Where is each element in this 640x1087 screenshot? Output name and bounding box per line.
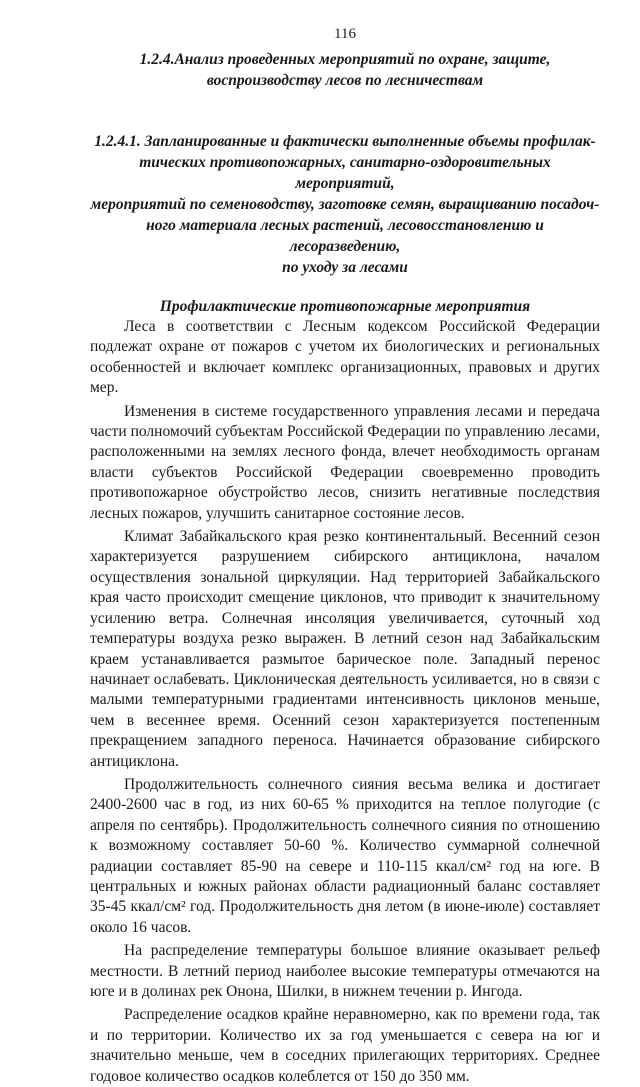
subsection-heading	[90, 131, 600, 278]
subsection-heading-line: ного материала лесных растений, лесовосстановлению и лесоразведению,	[146, 217, 544, 255]
body-paragraph: Изменения в системе государственного управления лесами и передача части полномочий субъектам Российской Федерации по управлению лесами, расположенными на землях лесного фонда, влечет необходимость органам власти субъектов Российской Федерации своевременно проводить противопожарное обустройство лесов, снизить негативные последствия лесных пожаров, улучшить санитарное состояние лесов.	[90, 402, 600, 522]
body-paragraph: Климат Забайкальского края резко континентальный. Весенний сезон характеризуется разрушением сибирского антициклона, началом осуществления зональной циркуляции. Над территорией Забайкальского края часто происходит смещение циклонов, что приводит к значительному усилению ветра. Солнечная инсоляция увеличивается, суточный ход температуры воздуха резко выражен. В летний сезон над Забайкальским краем устанавливается размытое барическое поле. Западный перенос начинает ослабевать. Циклоническая деятельность усиливается, но в связи с малыми температурными градиентами интенсивность циклонов меньше, чем в весеннее время. Осенний сезон характеризуется постепенным прекращением западного переноса. Начинается образование сибирского антициклона.	[90, 528, 600, 770]
body-paragraph: Продолжительность солнечного сияния весьма велика и достигает 2400-2600 час в год, из них 60-65 % приходится на теплое полугодие (с апреля по сентябрь). Продолжительность солнечного сияния по отношению к возможному составляет 50-60 %. Количество суммарной солнечной радиации составляет 85-90 на севере и 110-115 ккал/см² год на юге. В центральных и южных районах области радиационный баланс составляет 35-45 ккал/см² год. Продолжительность дня летом (в июне-июле) составляет около 16 часов.	[90, 775, 600, 936]
body-paragraph: Распределение осадков крайне неравномерно, как по времени года, так и по территории. Количество их за год уменьшается с севера на юг и значительно меньше, чем в соседних прилегающих территориях. Среднее годовое количество осадков колеблется от 150 до 350 мм.	[90, 1006, 600, 1085]
subsection-heading-line: 1.2.4.1. Запланированные и фактически выполненные объемы профилак-	[94, 133, 596, 150]
chapter-heading-line: 1.2.4.Анализ проведенных мероприятий по охране, защите,	[139, 51, 551, 68]
chapter-heading	[90, 49, 600, 91]
page-number: 116	[334, 26, 356, 42]
chapter-heading-line: воспроизводству лесов по лесничествам	[206, 72, 484, 89]
subsection-heading-line: мероприятий по семеноводству, заготовке семян, выращиванию посадоч-	[90, 196, 600, 213]
body-paragraph: На распределение температуры большое влияние оказывает рельеф местности. В летний период наиболее высокие температуры отмечаются на юге и в долинах рек Онона, Шилки, в нижнем течении р. Ингода.	[90, 942, 600, 1000]
subsection-heading-line: по уходу за лесами	[282, 259, 408, 276]
document-page	[90, 26, 600, 1087]
body-paragraph: Леса в соответствии с Лесным кодексом Российской Федерации подлежат охране от пожаров с учетом их биологических и региональных особенностей и включает комплекс организационных, правовых и других мер.	[90, 318, 600, 397]
subsection-heading-line: тических противопожарных, санитарно-оздоровительных мероприятий,	[139, 154, 551, 192]
section-title: Профилактические противопожарные мероприятия	[159, 298, 531, 315]
